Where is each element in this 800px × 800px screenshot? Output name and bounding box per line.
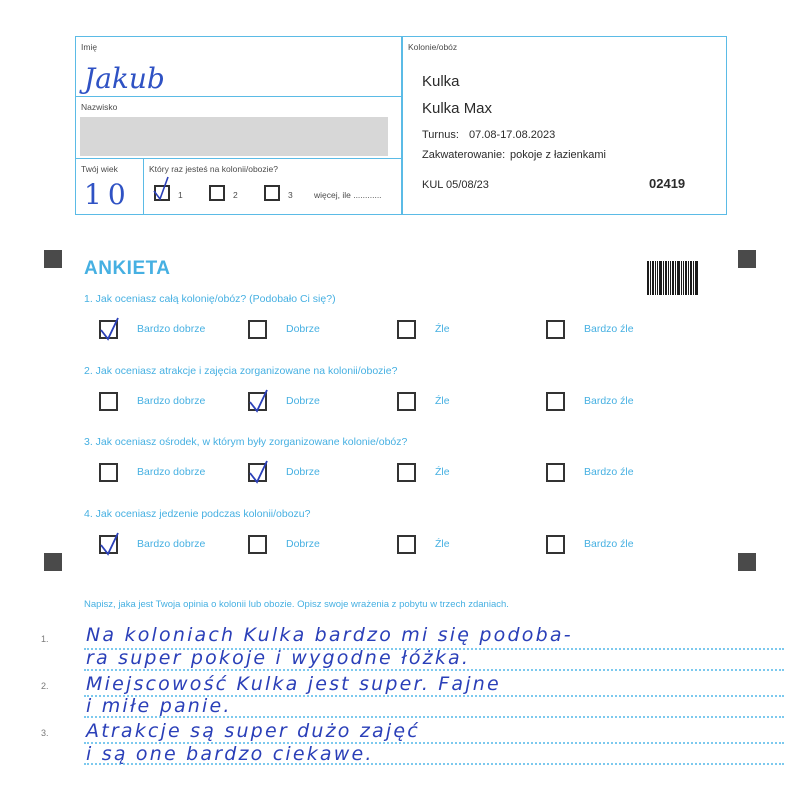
checkbox[interactable] <box>546 463 565 482</box>
option-very-bad[interactable] <box>546 320 634 339</box>
option-label: Bardzo źle <box>584 466 634 478</box>
opinion-prompt: Napisz, jaka jest Twoja opinia o kolonii lub obozie. Opisz swoje wrażenia z pobytu w trzech zdaniach. <box>84 599 509 610</box>
barcode <box>647 261 699 295</box>
divider <box>75 158 403 159</box>
checkbox[interactable] <box>397 320 416 339</box>
option-label: Źle <box>435 538 450 550</box>
checkbox[interactable] <box>248 535 267 554</box>
opinion-line-2b[interactable]: i miłe panie. <box>86 695 232 717</box>
opinion-line-3b[interactable]: i są one bardzo ciekawe. <box>86 743 374 765</box>
checkbox[interactable] <box>397 463 416 482</box>
option-very-good[interactable] <box>99 320 206 339</box>
option-label: Dobrze <box>286 395 320 407</box>
lodging-label: Zakwaterowanie: <box>422 149 506 161</box>
option-label: Źle <box>435 466 450 478</box>
times-option-3: 3 <box>288 190 293 200</box>
camp-code: KUL 05/08/23 <box>422 179 489 191</box>
name-value[interactable]: Jakub <box>84 62 165 95</box>
checkbox[interactable] <box>99 392 118 411</box>
opinion-line-1b[interactable]: ra super pokoje i wygodne łóżka. <box>86 647 471 669</box>
option-label: Bardzo źle <box>584 395 634 407</box>
surname-redacted <box>80 117 388 156</box>
check-mark-icon <box>248 388 270 414</box>
option-label: Bardzo źle <box>584 538 634 550</box>
question-text: 1. Jak oceniasz całą kolonię/obóz? (Podobało Ci się?) <box>84 293 336 305</box>
times-more: więcej, ile ............ <box>314 190 382 200</box>
option-label: Bardzo dobrze <box>137 395 206 407</box>
survey-title: ANKIETA <box>84 258 171 279</box>
option-very-good[interactable] <box>99 535 206 554</box>
option-label: Źle <box>435 323 450 335</box>
camp-label: Kolonie/obóz <box>408 42 458 52</box>
turnus-value: 07.08-17.08.2023 <box>469 129 556 141</box>
option-very-bad[interactable] <box>546 535 634 554</box>
option-bad[interactable] <box>397 392 450 411</box>
checkbox[interactable] <box>248 320 267 339</box>
option-good[interactable] <box>248 320 320 339</box>
opinion-line-1a[interactable]: Na koloniach Kulka bardzo mi się podoba- <box>86 624 573 646</box>
option-bad[interactable] <box>397 463 450 482</box>
checkbox[interactable] <box>397 392 416 411</box>
times-option-2: 2 <box>233 190 238 200</box>
age-label: Twój wiek <box>81 164 118 174</box>
checkbox[interactable] <box>248 392 267 411</box>
times-checkbox-3[interactable] <box>264 185 280 201</box>
age-value[interactable]: 10 <box>84 178 132 211</box>
checkbox[interactable] <box>99 463 118 482</box>
option-label: Dobrze <box>286 323 320 335</box>
checkbox[interactable] <box>397 535 416 554</box>
registration-mark <box>44 553 62 571</box>
option-very-good[interactable] <box>99 392 206 411</box>
option-label: Dobrze <box>286 466 320 478</box>
turnus-label: Turnus: <box>422 129 459 141</box>
opinion-line-2a[interactable]: Miejscowość Kulka jest super. Fajne <box>86 673 501 695</box>
checkbox[interactable] <box>99 535 118 554</box>
writing-line <box>84 669 784 671</box>
check-mark-icon <box>248 459 270 485</box>
checkbox[interactable] <box>546 392 565 411</box>
option-bad[interactable] <box>397 320 450 339</box>
check-mark-icon <box>99 316 121 342</box>
question-text: 4. Jak oceniasz jedzenie podczas kolonii/obozu? <box>84 508 311 520</box>
checkbox[interactable] <box>99 320 118 339</box>
camp-program: Kulka Max <box>422 100 493 117</box>
option-label: Bardzo źle <box>584 323 634 335</box>
option-label: Bardzo dobrze <box>137 323 206 335</box>
registration-mark <box>44 250 62 268</box>
check-mark-icon <box>99 531 121 557</box>
divider <box>143 158 144 215</box>
option-very-bad[interactable] <box>546 392 634 411</box>
checkbox[interactable] <box>546 320 565 339</box>
name-label: Imię <box>81 42 98 52</box>
option-very-good[interactable] <box>99 463 206 482</box>
registration-mark <box>738 553 756 571</box>
option-good[interactable] <box>248 535 320 554</box>
opinion-line-3a[interactable]: Atrakcje są super dużo zajęć <box>86 720 420 742</box>
divider <box>75 96 403 97</box>
registration-mark <box>738 250 756 268</box>
option-label: Bardzo dobrze <box>137 538 206 550</box>
option-label: Źle <box>435 395 450 407</box>
surname-label: Nazwisko <box>81 102 118 112</box>
times-label: Który raz jesteś na kolonii/obozie? <box>149 164 278 174</box>
times-checkbox-1[interactable] <box>154 185 170 201</box>
line-number: 1. <box>41 634 49 644</box>
question-text: 3. Jak oceniasz ośrodek, w którym były zorganizowane kolonie/obóz? <box>84 436 408 448</box>
option-label: Dobrze <box>286 538 320 550</box>
line-number: 2. <box>41 681 49 691</box>
question-text: 2. Jak oceniasz atrakcje i zajęcia zorganizowane na kolonii/obozie? <box>84 365 398 377</box>
form-number: 02419 <box>649 176 686 191</box>
checkbox[interactable] <box>248 463 267 482</box>
checkbox[interactable] <box>546 535 565 554</box>
option-good[interactable] <box>248 392 320 411</box>
times-checkbox-2[interactable] <box>209 185 225 201</box>
option-good[interactable] <box>248 463 320 482</box>
times-option-1: 1 <box>178 190 183 200</box>
lodging-value: pokoje z łazienkami <box>510 149 606 161</box>
option-bad[interactable] <box>397 535 450 554</box>
line-number: 3. <box>41 728 49 738</box>
option-very-bad[interactable] <box>546 463 634 482</box>
option-label: Bardzo dobrze <box>137 466 206 478</box>
camp-name: Kulka <box>422 73 460 90</box>
check-mark-icon <box>152 177 172 201</box>
